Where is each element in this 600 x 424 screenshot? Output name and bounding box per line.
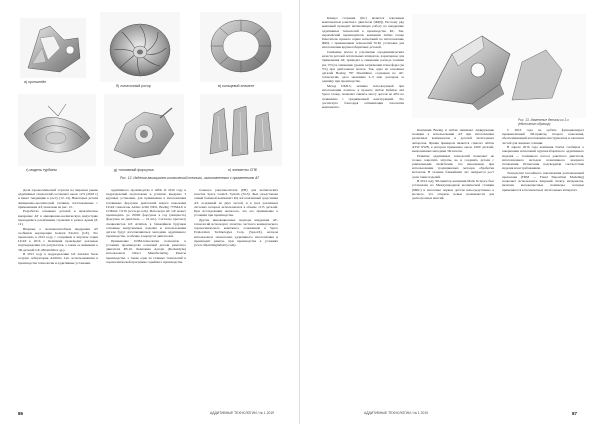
figure-13-image <box>412 14 586 118</box>
paragraph: Развитие аддитивных технологий позволяет не только сократить затраты, но и создавать детали с уникальными свойствами, что невозможно при использовании традиционных методов обработки металлов. В течение ближайших лет ожидается рост доли таких изделий. <box>412 153 494 179</box>
paragraph: В апреле 2016 года компания NASA сообщила о завершении испытаний крупногабаритного аддитивного изделия — топливного насоса ракетного двигателя, изготовленного методом селективного лазерного сплавления. Испытания подтвердили соответствие изделия всем требованиям. <box>502 145 584 171</box>
right-page <box>300 0 600 424</box>
figure-caption: Рис. 12. Изделия авиационно-космической техники, изготовленные с применением АТ <box>120 176 260 180</box>
page-number-left: 86 <box>18 411 24 416</box>
figure-image-spe-elements <box>200 94 282 166</box>
footer-right: АДДИТИВНЫЕ ТЕХНОЛОГИИ / № 1 2019 <box>364 411 428 415</box>
figure-image-fuel-nozzle <box>104 94 184 166</box>
figure-image-turbine-model <box>18 94 96 166</box>
paragraph: С 2016 года на орбите функционирует промышленный 3D-принтер второго поколения, обеспечивающий изготовление инструментов и запасных частей для экипажа станции. <box>502 128 584 145</box>
page-number-right: 87 <box>572 411 578 416</box>
figure-13-caption: Рис. 13. Изменение детали из 3-х (единичного образца) <box>518 118 569 126</box>
paragraph: В 2013 году в подразделении GE Aviation была создана лаборатория Additive Lab, использовавшая в производстве технологии и аддитивные установки. <box>18 252 98 265</box>
paragraph: Впервые о полномасштабном внедрении АТ сообщила корпорация General Electric (GE). Это произошло в 2012 году, с созданием и впуском серии LEAP к 2016 г. Компания производит реальные подтверждения тех результатов, а также ее внимание к 3D-деталей GE, Mitsubishi и др.). <box>18 226 98 252</box>
figure-label-a: а) кронштейн <box>24 80 47 84</box>
figure-image-ring <box>200 12 282 82</box>
paragraph: аддитивного производства в АПК. К 2016 году в подразделений подготовлен и успешно внедрено 3 крупных установки, для применения в изготовлении топливных форсунок двигателей нового поколения LEAP самолетов Airbus A320 NEO, Boeing 737MAX и COMAC C919 (www.ge.com). Используя АТ, GE может производить до 25000 форсунок в год (мощность) форсунок на двигатель — 19 шт.). Согласно прогнозу специалистов GE Aviation, в ближайшем будущем основные выпускаемые изделия и использования детали будут изготавливаться методами аддитивного производства, особенно в корпусах двигателей. <box>106 188 186 239</box>
figure-image-rotor <box>100 12 180 82</box>
footer-left: АДДИТИВНЫЕ ТЕХНОЛОГИИ / № 1 2019 <box>210 411 274 415</box>
right-text-column-1 <box>322 16 404 396</box>
figure-image-bracket <box>20 18 86 78</box>
paragraph: Камера сгорания (КС) является ключевым компонентом ракетного двигателя (ЖРД). Поэтому ряд компаний проводит интенсивную работу по внедрению аддитивных технологий в производство КС. Так, европейский производитель компании Airbus Group Innovations провела серию испытаний по изготовлению ЖРД, с применением технологий SLM, установка для изготовления крупногабаритных деталей. <box>322 16 404 50</box>
paragraph: Разработка основных деталей и практическое внедрение АТ в авиационно-космическую индустрию проводились различными странами в разное время [8, 12]. <box>18 209 98 227</box>
figure-label-d: д) топливный форсунка <box>114 168 154 172</box>
right-text-column-3 <box>502 128 584 398</box>
left-text-column-1 <box>18 188 98 398</box>
paragraph: тельного ракетоносителя (РН) для космических полетов Space Launch System (SLS). Был представлен самый большой компонент РД, изготовленный средствами АТ, созданный из двух частей, и в трех различных системах которых использовался в объеме 1115 деталей. При исследовании оказалось, что его применение в условиях при производстве. <box>194 188 278 218</box>
paragraph: Другие инновационные подходы внедрения АТ-технологий используют агенство частного коммерческого аэрокосмического комплекса, основанная в Space Exploration Technologies Corp. (SpaceX), которая использовала технологию аддитивного изготовления и производит ракеты, при производстве в условиях (www.3dprintingindustry.com). <box>194 217 278 248</box>
paragraph: Доля аэрокосмической отрасли на мировом рынке аддитивных технологий составляет около 12% (2018 г.) и имеет тенденцию к росту [12–14]. Некоторые детали авиационно-космической техники, изготовленные с применением АТ, показаны на рис. 12. <box>18 188 98 209</box>
paragraph: Технология послойного наплавления расплавленной проволоки (FDM — Fused Deposition Modeling) позволяет использовать широкий спектр материалов, включая высокопрочные полимеры, которые применяются в беспилотных летательных аппаратах. <box>502 170 584 192</box>
left-text-column-2 <box>106 188 186 398</box>
right-text-column-2 <box>412 128 494 398</box>
paragraph: Снижение массы и улучшение аэродинамических качеств деталей летательных аппаратов, характерное для применения АТ, приводит к снижению расхода топлива (на 15%) и снижению уровня загрязнения атмосферы (на 5%) при длительном полете. Так, одна из основных деталей Boeing 787 Dreamliner, созданная по АТ-технологии, дала экономию 2–3 млн долларов за единицу при производстве. <box>322 50 404 84</box>
paragraph: Метод DMLS, активно используемый при изготовлении лопаток, в проекте Airbus Defense and Space Group, позволил снизить массу детали на 40% по сравнению с традиционной конструкцией. Это достигнуто благодаря оптимизации топологии компонента. <box>322 84 404 110</box>
figure-label-e: е) элементы СПЕ <box>228 168 258 172</box>
figure-label-c: в) кольцевой элемент <box>218 84 255 88</box>
paragraph: В 2014 году 3D-принтер компании Made In Space был установлен на Международной космической станции (МКС) и изготовил первые детали непосредственно в космосе, что открыло новые возможности для долгосрочных миссий. <box>412 179 494 201</box>
left-text-column-3 <box>194 188 278 398</box>
paragraph: Компании Boeing и Airbus занимают лидирующие позиции в использовании АТ при изготовлении различных компонентов и деталей летательных аппаратов. Ярким примером является самолет Airbus A350 XWB, в котором применено около 1000 деталей, выполненных методами 3D-печати. <box>412 128 494 154</box>
paragraph: Применение ПЛМ-технологии позволило в условиях производства основной детали ракетного двигателя РЛ-10. Компания Aerojet (Rocketdyne) использовала Direct Manufacturing, Ракеты производства, а также одна из главных технологий в аэрокосмической программе серийного производства. <box>106 238 186 264</box>
figure-label-g: г) модель турбины <box>26 168 57 172</box>
figure-label-b: б) лопаточный ротор <box>116 84 151 88</box>
